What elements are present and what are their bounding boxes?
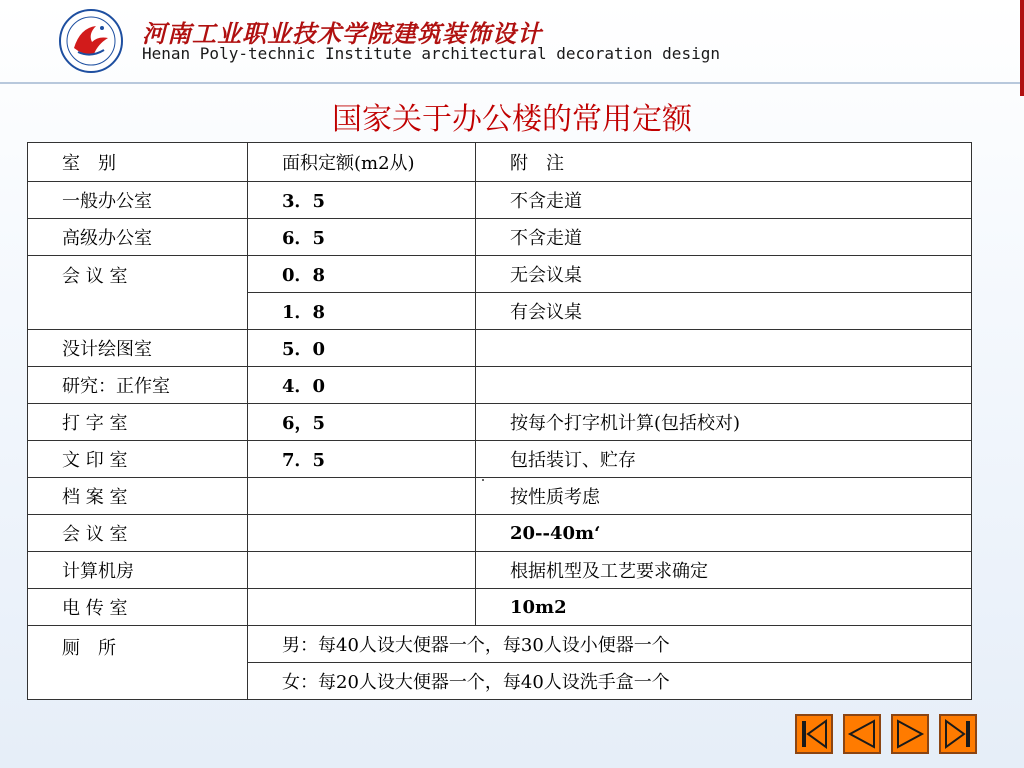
table-row xyxy=(28,219,972,256)
area-cell: 1．8 xyxy=(248,293,476,330)
area-cell: 3．5 xyxy=(248,182,476,219)
school-name-cn: 河南工业职业技术学院建筑装饰设计 xyxy=(142,19,542,48)
note-cell: 按每个打字机计算(包括校对) xyxy=(476,404,972,441)
room-cell: 厕 所 xyxy=(28,626,248,700)
header-area: 面积定额(m2从) xyxy=(248,143,476,182)
restroom-male-cell: 男：每40人设大便器一个，每30人设小便器一个 xyxy=(248,626,972,663)
note-cell xyxy=(476,330,972,367)
room-cell: 文 印 室 xyxy=(28,441,248,478)
table-row xyxy=(28,404,972,441)
area-cell: 6．5 xyxy=(248,219,476,256)
first-slide-icon xyxy=(797,716,831,752)
school-emblem-icon xyxy=(58,8,124,74)
restroom-female-cell: 女：每20人设大便器一个，每40人设洗手盒一个 xyxy=(248,663,972,700)
note-cell: 有会议桌 xyxy=(476,293,972,330)
table-row xyxy=(28,367,972,404)
table-row xyxy=(28,441,972,478)
note-cell xyxy=(476,367,972,404)
note-cell: 按性质考虑 xyxy=(476,478,972,515)
note-cell: 不含走道 xyxy=(476,219,972,256)
note-cell: 包括装订、贮存 xyxy=(476,441,972,478)
area-cell xyxy=(248,589,476,626)
first-slide-button[interactable] xyxy=(795,714,833,754)
table-row xyxy=(28,182,972,219)
area-cell: 0．8 xyxy=(248,256,476,293)
room-cell: 计算机房 xyxy=(28,552,248,589)
header-room: 室 别 xyxy=(28,143,248,182)
table-row xyxy=(28,256,972,293)
area-cell: 4．0 xyxy=(248,367,476,404)
table-row xyxy=(28,552,972,589)
room-cell: 打 字 室 xyxy=(28,404,248,441)
last-slide-button[interactable] xyxy=(939,714,977,754)
area-cell xyxy=(248,478,476,515)
area-cell xyxy=(248,515,476,552)
page-title: 国家关于办公楼的常用定额 xyxy=(332,102,692,137)
note-cell: 不含走道 xyxy=(476,182,972,219)
next-slide-button[interactable] xyxy=(891,714,929,754)
table-row xyxy=(28,330,972,367)
area-cell: 7．5 xyxy=(248,441,476,478)
note-cell: 根据机型及工艺要求确定 xyxy=(476,552,972,589)
next-slide-icon xyxy=(893,716,927,752)
accent-stripe xyxy=(1020,0,1024,96)
previous-slide-icon xyxy=(845,716,879,752)
note-cell: 10m2 xyxy=(476,589,972,626)
table-row xyxy=(28,626,972,663)
room-cell: 会 议 室 xyxy=(28,515,248,552)
area-cell: 6，5 xyxy=(248,404,476,441)
room-cell: 没计绘图室 xyxy=(28,330,248,367)
header-note: 附 注 xyxy=(476,143,972,182)
table-row xyxy=(28,478,972,515)
room-cell: 档 案 室 xyxy=(28,478,248,515)
table-header-row xyxy=(28,143,972,182)
table-row xyxy=(28,589,972,626)
room-cell: 高级办公室 xyxy=(28,219,248,256)
last-slide-icon xyxy=(941,716,975,752)
room-cell: 会 议 室 xyxy=(28,256,248,330)
decorative-dot xyxy=(482,479,484,481)
header-divider xyxy=(0,82,1024,84)
school-name-en: Henan Poly-technic Institute architectural decoration design xyxy=(142,44,720,63)
slide-header xyxy=(0,0,1024,90)
previous-slide-button[interactable] xyxy=(843,714,881,754)
area-cell xyxy=(248,552,476,589)
office-quota-table xyxy=(27,142,972,700)
room-cell: 研究：正作室 xyxy=(28,367,248,404)
table-row xyxy=(28,515,972,552)
note-cell: 无会议桌 xyxy=(476,256,972,293)
room-cell: 电 传 室 xyxy=(28,589,248,626)
note-cell: 20--40m‘ xyxy=(476,515,972,552)
area-cell: 5．0 xyxy=(248,330,476,367)
room-cell: 一般办公室 xyxy=(28,182,248,219)
